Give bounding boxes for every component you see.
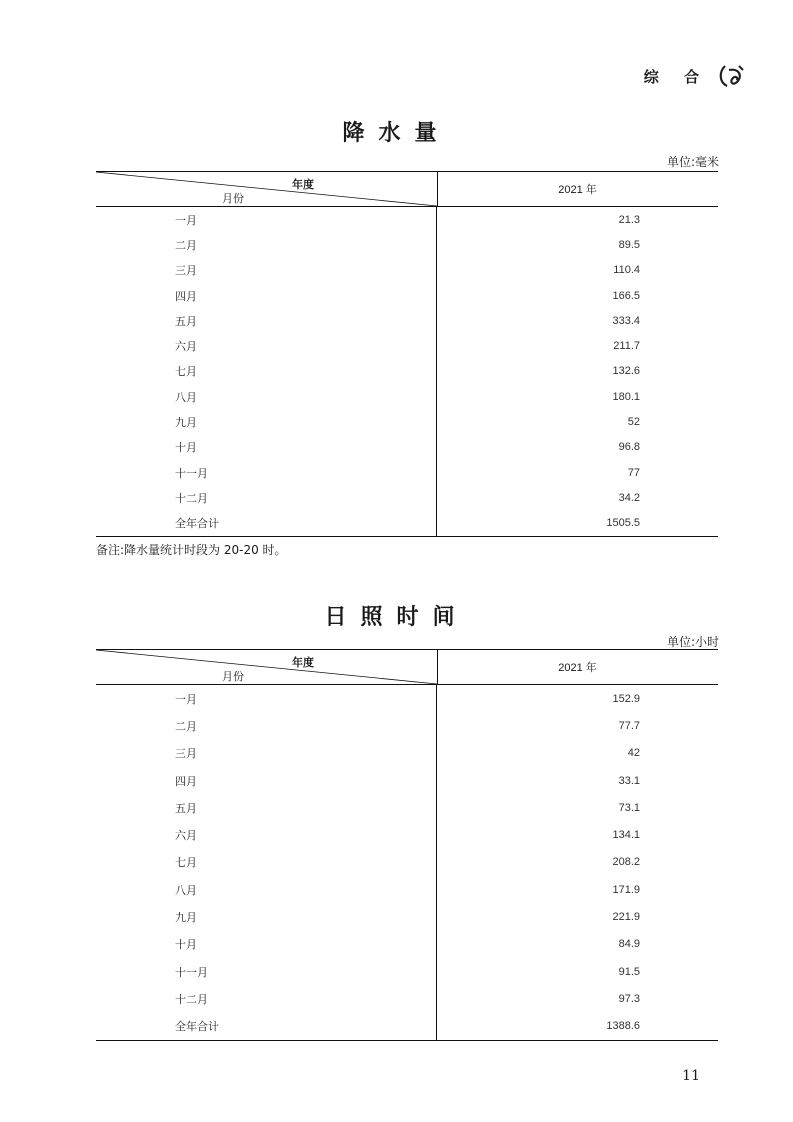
table-row [96, 460, 718, 485]
table-row [96, 283, 718, 308]
month-cell: 六月 [96, 821, 437, 848]
header-month-label: 月份 [222, 671, 244, 683]
value-cell: 152.9 [612, 692, 640, 705]
table-row [96, 876, 718, 903]
month-cell: 二月 [96, 712, 437, 739]
value-cell: 77 [627, 466, 640, 479]
value-cell: 34.2 [618, 491, 640, 504]
value-cell: 180.1 [612, 390, 640, 403]
column-header-2021: 2021 年 [558, 662, 597, 674]
month-cell: 八月 [96, 384, 437, 409]
month-cell: 全年合计 [96, 511, 437, 536]
diagonal-line [96, 650, 437, 684]
table-row [96, 821, 718, 848]
rain-table [96, 171, 718, 537]
month-cell: 一月 [96, 685, 437, 712]
month-cell: 一月 [96, 207, 437, 232]
month-cell: 五月 [96, 308, 437, 333]
value-cell: 97.3 [618, 992, 640, 1005]
value-cell: 134.1 [612, 829, 640, 842]
leaf-swirl-icon [717, 62, 745, 90]
rain-note: 备注:降水量统计时段为 20-20 时。 [96, 543, 287, 557]
table-row [96, 485, 718, 510]
sun-table [96, 649, 718, 1041]
diagonal-line [96, 172, 437, 206]
value-cell: 91.5 [618, 965, 640, 978]
diagonal-header-cell [96, 650, 438, 684]
value-cell: 110.4 [613, 264, 640, 277]
month-cell: 七月 [96, 359, 437, 384]
month-cell: 三月 [96, 740, 437, 767]
value-cell: 132.6 [612, 365, 640, 378]
table-row [96, 931, 718, 958]
sun-title: 日照时间 [324, 605, 469, 630]
table-bottom-rule [96, 536, 718, 537]
table-row [96, 712, 718, 739]
table-row [96, 258, 718, 283]
table-row [96, 232, 718, 257]
month-cell: 十二月 [96, 485, 437, 510]
month-cell: 八月 [96, 876, 437, 903]
table-row [96, 511, 718, 536]
table-row [96, 359, 718, 384]
value-cell: 1388.6 [606, 1020, 640, 1033]
table-row [96, 207, 718, 232]
table-row [96, 985, 718, 1012]
value-cell: 89.5 [618, 238, 640, 251]
value-cell: 208.2 [612, 856, 640, 869]
month-cell: 十一月 [96, 460, 437, 485]
value-cell: 52 [627, 416, 640, 429]
month-cell: 九月 [96, 409, 437, 434]
month-cell: 全年合计 [96, 1013, 437, 1040]
month-cell: 十二月 [96, 985, 437, 1012]
value-cell: 333.4 [612, 314, 640, 327]
table-header [96, 172, 718, 207]
value-cell: 171.9 [612, 883, 640, 896]
section-header [644, 62, 745, 90]
table-row [96, 958, 718, 985]
month-cell: 二月 [96, 232, 437, 257]
month-cell: 十月 [96, 435, 437, 460]
month-cell: 四月 [96, 767, 437, 794]
section-label: 综 合 [643, 67, 709, 86]
table-row [96, 435, 718, 460]
value-cell: 1505.5 [606, 517, 640, 530]
table-body [96, 685, 718, 1040]
rain-title: 降水量 [342, 121, 451, 146]
table-row [96, 1013, 718, 1040]
table-bottom-rule [96, 1040, 718, 1041]
month-cell: 六月 [96, 333, 437, 358]
table-header [96, 650, 718, 685]
value-cell: 84.9 [618, 938, 640, 951]
value-cell: 96.8 [618, 441, 640, 454]
table-row [96, 685, 718, 712]
table-row [96, 794, 718, 821]
month-cell: 三月 [96, 258, 437, 283]
table-row [96, 740, 718, 767]
column-header-2021: 2021 年 [558, 184, 597, 196]
value-cell: 73.1 [618, 801, 640, 814]
value-cell: 21.3 [618, 213, 640, 226]
table-row [96, 384, 718, 409]
value-cell: 77.7 [618, 719, 640, 732]
value-cell: 211.7 [613, 340, 640, 353]
table-row [96, 308, 718, 333]
month-cell: 十一月 [96, 958, 437, 985]
month-cell: 七月 [96, 849, 437, 876]
month-cell: 九月 [96, 903, 437, 930]
table-row [96, 333, 718, 358]
table-row [96, 903, 718, 930]
sun-unit: 单位:小时 [666, 635, 719, 649]
month-cell: 五月 [96, 794, 437, 821]
header-month-label: 月份 [222, 193, 244, 205]
value-cell: 221.9 [612, 911, 640, 924]
value-cell: 166.5 [612, 289, 640, 302]
table-row [96, 767, 718, 794]
header-year-label: 年度 [292, 179, 314, 191]
header-year-label: 年度 [292, 657, 314, 669]
rain-unit: 单位:毫米 [666, 155, 719, 169]
value-cell: 42 [627, 747, 640, 760]
table-row [96, 849, 718, 876]
month-cell: 四月 [96, 283, 437, 308]
table-row [96, 409, 718, 434]
table-body [96, 207, 718, 536]
value-cell: 33.1 [618, 774, 640, 787]
month-cell: 十月 [96, 931, 437, 958]
diagonal-header-cell [96, 172, 438, 206]
page-number: 11 [682, 1068, 700, 1084]
